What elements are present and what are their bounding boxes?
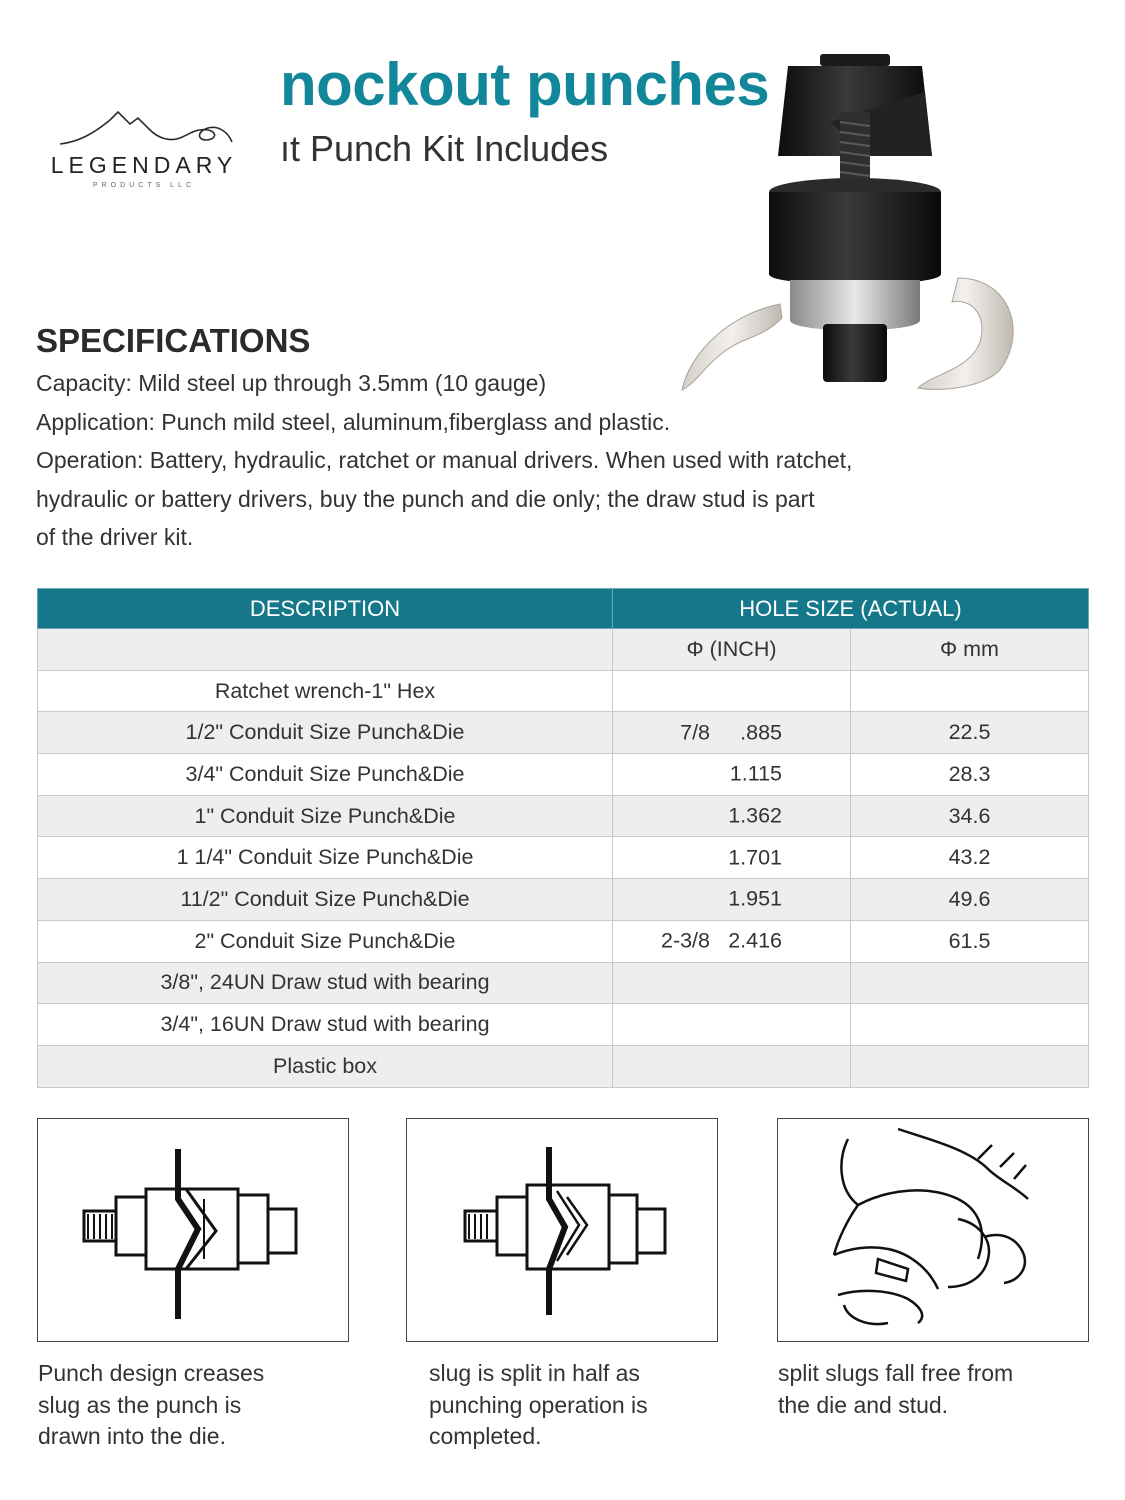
slug-fall-free-diagram	[778, 1119, 1087, 1340]
page-subtitle: ıt Punch Kit Includes	[280, 128, 609, 169]
cell-mm: 61.5	[851, 920, 1089, 962]
cell-description: 11/2" Conduit Size Punch&Die	[38, 879, 613, 921]
cell-mm: 43.2	[851, 837, 1089, 879]
cell-inch-decimal: 1.701	[728, 845, 782, 870]
cell-inch	[613, 1045, 851, 1087]
cell-mm: 49.6	[851, 879, 1089, 921]
table-subheader-row	[38, 629, 1089, 671]
table-row	[38, 712, 1089, 754]
table-row	[38, 1045, 1089, 1087]
subheader-mm: Φ mm	[851, 629, 1089, 671]
caption-line: Punch design creases	[38, 1360, 265, 1386]
kit-contents-table	[37, 588, 1089, 1088]
cell-inch	[613, 962, 851, 1004]
cell-description: 3/4", 16UN Draw stud with bearing	[38, 1004, 613, 1046]
caption-line: punching operation is	[429, 1391, 648, 1418]
cell-mm	[851, 962, 1089, 1004]
column-header-description: DESCRIPTION	[38, 589, 613, 629]
mountain-logo-icon	[58, 108, 233, 148]
cell-mm: 28.3	[851, 754, 1089, 796]
table-row	[38, 1004, 1089, 1046]
step-3-diagram	[777, 1118, 1089, 1342]
spec-line: Capacity: Mild steel up through 3.5mm (10 gauge)	[36, 370, 547, 396]
cell-inch-fraction: 7/8	[680, 720, 710, 745]
caption-line: slug as the punch is	[38, 1391, 242, 1418]
step-1-caption	[38, 1358, 338, 1453]
logo-subtext: PRODUCTS LLC	[92, 182, 196, 189]
cell-inch	[613, 1004, 851, 1046]
cell-mm	[851, 1045, 1089, 1087]
cell-mm	[851, 1004, 1089, 1046]
cell-description: Ratchet wrench-1" Hex	[38, 670, 613, 712]
logo-wordmark: LEGENDARY	[50, 152, 238, 178]
table-row	[38, 754, 1089, 796]
cell-inch-decimal: 1.115	[729, 761, 782, 786]
page-title: nockout punches	[280, 51, 770, 118]
slug-split-diagram	[407, 1119, 716, 1340]
table-row	[38, 837, 1089, 879]
cell-inch	[613, 712, 851, 754]
step-2-caption	[429, 1358, 729, 1453]
cell-inch	[613, 879, 851, 921]
cell-description: 1 1/4" Conduit Size Punch&Die	[38, 837, 613, 879]
caption-line: completed.	[429, 1423, 542, 1449]
table-header-row	[38, 589, 1089, 629]
table-row	[38, 670, 1089, 712]
punch-crease-diagram	[38, 1119, 347, 1340]
cell-inch-decimal: 1.362	[728, 803, 782, 828]
caption-line: the die and stud.	[778, 1391, 949, 1418]
cell-inch-fraction: 2-3/8	[660, 928, 710, 953]
cell-description: 3/4" Conduit Size Punch&Die	[38, 754, 613, 796]
spec-line: of the driver kit.	[36, 524, 194, 550]
specifications-text	[36, 364, 936, 557]
step-3-caption	[778, 1358, 1078, 1421]
cell-inch	[613, 754, 851, 796]
knockout-punch-image	[670, 52, 1030, 392]
cell-mm: 34.6	[851, 795, 1089, 837]
cell-mm	[851, 670, 1089, 712]
step-2-diagram	[406, 1118, 718, 1342]
table-row	[38, 879, 1089, 921]
cell-description: Plastic box	[38, 1045, 613, 1087]
subheader-inch: Φ (INCH)	[613, 629, 851, 671]
specifications-heading: SPECIFICATIONS	[36, 322, 311, 359]
cell-inch-decimal: 2.416	[728, 928, 782, 953]
column-header-hole-size: HOLE SIZE (ACTUAL)	[613, 589, 1089, 629]
cell-description: 1/2" Conduit Size Punch&Die	[38, 712, 613, 754]
cell-description: 2" Conduit Size Punch&Die	[38, 920, 613, 962]
caption-line: drawn into the die.	[38, 1423, 226, 1449]
spec-line: Operation: Battery, hydraulic, ratchet or manual drivers. When used with ratchet,	[36, 447, 853, 473]
spec-line: hydraulic or battery drivers, buy the punch and die only; the draw stud is part	[36, 485, 815, 512]
table-row	[38, 962, 1089, 1004]
spec-line: Application: Punch mild steel, aluminum,fiberglass and plastic.	[36, 408, 671, 435]
cell-inch-decimal: 1.951	[728, 886, 782, 911]
caption-line: slug is split in half as	[429, 1360, 640, 1386]
cell-description: 1" Conduit Size Punch&Die	[38, 795, 613, 837]
caption-line: split slugs fall free from	[778, 1360, 1014, 1386]
cell-inch-decimal: .885	[740, 720, 782, 745]
cell-inch	[613, 795, 851, 837]
table-row	[38, 920, 1089, 962]
brand-logo	[38, 108, 250, 188]
cell-description: 3/8", 24UN Draw stud with bearing	[38, 962, 613, 1004]
cell-mm: 22.5	[851, 712, 1089, 754]
step-1-diagram	[37, 1118, 349, 1342]
cell-inch	[613, 670, 851, 712]
cell-inch	[613, 837, 851, 879]
table-row	[38, 795, 1089, 837]
cell-inch	[613, 920, 851, 962]
